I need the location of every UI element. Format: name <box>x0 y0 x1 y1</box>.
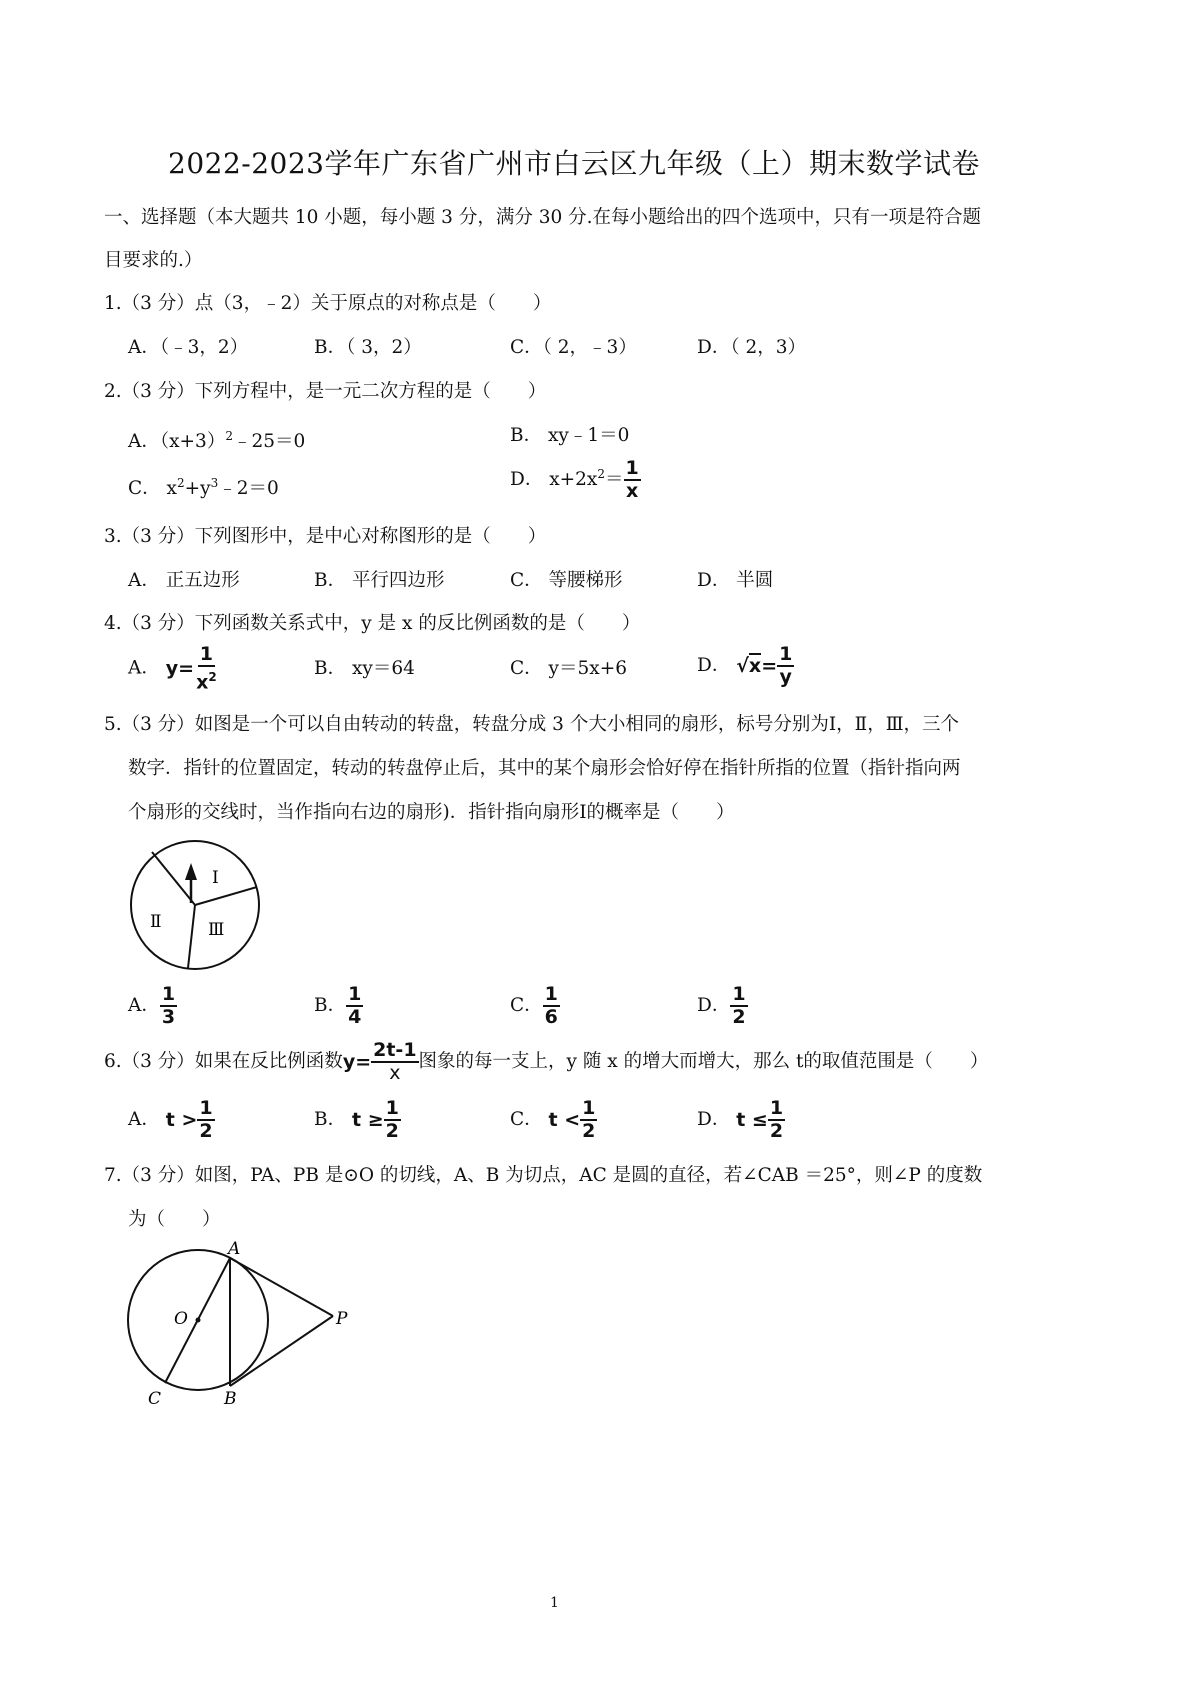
q6-c-fraction <box>580 1098 597 1142</box>
q2-a-sup: 2 <box>225 429 233 443</box>
q5-c-den: 6 <box>544 1006 558 1028</box>
q6-c-den: 2 <box>582 1120 596 1142</box>
q4-a-num: 1 <box>199 643 213 665</box>
q6-stem-post: 图象的每一支上，y 随 x 的增大而增大，那么 t的取值范围是（ ） <box>418 1051 989 1072</box>
q5-b-num: 1 <box>348 983 362 1005</box>
q6-b-label: B． <box>314 1109 347 1130</box>
q4-d-eq: = <box>761 655 778 677</box>
sector-label-1: Ⅰ <box>212 868 219 888</box>
q6-d-rel: t ≤ <box>736 1109 768 1131</box>
q4-d-fraction <box>777 644 794 688</box>
q4-d-den: y <box>779 666 792 688</box>
q5-option-a <box>128 984 177 1028</box>
q5-c-num: 1 <box>544 983 558 1005</box>
q1-stem: 1.（3 分）点（3，﹣2）关于原点的对称点是（ ） <box>104 293 552 314</box>
label-c: C <box>148 1389 162 1408</box>
q6-d-label: D． <box>697 1109 731 1130</box>
q5-b-den: 4 <box>348 1006 362 1028</box>
q2-c-pre: C． x <box>128 478 177 500</box>
q2-c-mid: +y <box>184 478 211 500</box>
q5-d-label: D． <box>697 995 731 1016</box>
q4-a-fraction <box>194 644 219 693</box>
q5-a-fraction <box>160 984 177 1028</box>
q4-a-y: y= <box>165 657 195 680</box>
page-title: 2022-2023学年广东省广州市白云区九年级（上）期末数学试卷 <box>168 147 980 180</box>
q6-y: y= <box>342 1051 372 1073</box>
q5-d-num: 1 <box>732 983 746 1005</box>
q6-a-den: 2 <box>199 1120 213 1142</box>
q6-stem-pre: 6.（3 分）如果在反比例函数 <box>104 1051 343 1072</box>
q4-stem: 4.（3 分）下列函数关系式中，y 是 x 的反比例函数的是（ ） <box>104 613 641 634</box>
label-a: A <box>228 1239 241 1259</box>
q4-d-label: D． <box>697 655 731 676</box>
q6-a-label: A． <box>128 1109 160 1130</box>
q5-option-c <box>510 984 560 1028</box>
section-heading-line1: 一、选择题（本大题共 10 小题，每小题 3 分，满分 30 分.在每小题给出的四个选项中，只有一项是符合题 <box>104 207 982 228</box>
q5-line3: 个扇形的交线时，当作指向右边的扇形)．指针指向扇形Ⅰ的概率是（ ） <box>128 802 735 823</box>
q6-c-label: C． <box>510 1109 543 1130</box>
q2-option-c <box>128 470 279 502</box>
q4-option-d <box>697 644 794 688</box>
q6-b-rel: t ≥ <box>352 1109 384 1131</box>
q4-d-num: 1 <box>779 643 793 665</box>
q6-d-fraction <box>768 1098 785 1142</box>
q4-a-den-x: x <box>196 671 209 694</box>
q6-stem <box>104 1040 988 1084</box>
q5-c-label: C． <box>510 995 543 1016</box>
q1-option-b: B．（ 3，2） <box>314 337 422 358</box>
q4-option-a <box>128 644 219 693</box>
q4-d-sqrt: √x <box>736 655 762 677</box>
q5-a-den: 3 <box>161 1006 176 1028</box>
q7-line1: 7.（3 分）如图，PA、PB 是⊙O 的切线，A、B 为切点，AC 是圆的直径，若∠CAB ＝25°，则∠P 的度数 <box>104 1165 983 1186</box>
q2-d-sup: 2 <box>597 466 605 481</box>
label-b: B <box>224 1389 237 1408</box>
q1-option-d: D．（ 2，3） <box>697 337 807 358</box>
q6-a-fraction <box>197 1098 214 1142</box>
spinner-figure <box>120 835 270 975</box>
q6-d-num: 1 <box>769 1097 784 1119</box>
q3-option-b: B． 平行四边形 <box>314 570 445 591</box>
q6-option-d <box>697 1098 785 1142</box>
q4-a-den <box>194 667 219 693</box>
q5-a-label: A． <box>128 995 160 1016</box>
q6-c-rel: t < <box>548 1109 581 1131</box>
q6-num: 2t-1 <box>373 1039 417 1061</box>
q3-stem: 3.（3 分）下列图形中，是中心对称图形的是（ ） <box>104 526 547 547</box>
q2-d-eq: ＝ <box>605 469 624 490</box>
q5-line2: 数字．指针的位置固定，转动的转盘停止后，其中的某个扇形会恰好停在指针所指的位置（指针指向两 <box>128 758 961 779</box>
q4-option-c: C． y＝5x+6 <box>510 658 627 679</box>
q6-fraction <box>371 1040 418 1084</box>
q2-d-num: 1 <box>625 457 639 479</box>
q2-stem: 2.（3 分）下列方程中，是一元二次方程的是（ ） <box>104 381 547 402</box>
q2-d-fraction <box>624 458 641 502</box>
q7-line2: 为（ ） <box>128 1209 221 1230</box>
circle-tangent-figure <box>120 1238 360 1408</box>
label-o: O <box>174 1309 188 1329</box>
q5-option-d <box>697 984 748 1028</box>
q4-option-b: B． xy＝64 <box>314 658 415 679</box>
q5-d-den: 2 <box>732 1006 746 1028</box>
q2-a-post: ﹣25＝0 <box>232 431 306 453</box>
q4-a-label: A． <box>128 657 160 679</box>
q2-option-d <box>510 458 641 502</box>
q5-c-fraction <box>543 984 560 1028</box>
q6-a-num: 1 <box>199 1097 213 1119</box>
q2-d-den: x <box>626 480 639 502</box>
q5-a-num: 1 <box>161 983 176 1005</box>
label-p: P <box>336 1309 348 1329</box>
q4-d-rad: x <box>748 655 762 677</box>
q2-a-pre: A．（x+3） <box>128 431 226 453</box>
q3-option-c: C． 等腰梯形 <box>510 570 623 591</box>
q6-den: x <box>389 1062 401 1084</box>
q3-option-a: A． 正五边形 <box>128 570 240 591</box>
sector-label-3: Ⅲ <box>208 920 225 940</box>
page-number: 1 <box>550 1595 559 1611</box>
q1-option-c: C．（ 2，﹣3） <box>510 337 637 358</box>
sector-label-2: Ⅱ <box>150 912 162 932</box>
q5-option-b <box>314 984 363 1028</box>
q2-c-sup1: 2 <box>176 476 185 490</box>
q5-b-fraction <box>346 984 363 1028</box>
q6-option-b <box>314 1098 401 1142</box>
q6-b-fraction <box>384 1098 401 1142</box>
q4-a-den-sup: 2 <box>208 670 217 684</box>
q2-option-a <box>128 423 305 455</box>
q6-c-num: 1 <box>582 1097 596 1119</box>
q2-d-pre: D． x+2x <box>510 469 598 490</box>
q6-d-den: 2 <box>769 1120 784 1142</box>
q6-option-a <box>128 1098 215 1142</box>
q2-option-b: B． xy﹣1＝0 <box>510 425 630 446</box>
q5-d-fraction <box>730 984 747 1028</box>
q2-c-post: ﹣2＝0 <box>218 478 279 500</box>
q5-b-label: B． <box>314 995 347 1016</box>
q1-option-a: A．（﹣3，2） <box>128 337 249 358</box>
section-heading-line2: 目要求的.） <box>104 250 203 271</box>
q6-b-num: 1 <box>385 1097 399 1119</box>
q5-line1: 5.（3 分）如图是一个可以自由转动的转盘，转盘分成 3 个大小相同的扇形，标号分别为Ⅰ，Ⅱ，Ⅲ，三个 <box>104 714 960 735</box>
q6-option-c <box>510 1098 597 1142</box>
q2-c-sup2: 3 <box>210 476 219 490</box>
q6-a-rel: t > <box>165 1109 198 1131</box>
q3-option-d: D． 半圆 <box>697 570 774 591</box>
q6-b-den: 2 <box>385 1120 399 1142</box>
